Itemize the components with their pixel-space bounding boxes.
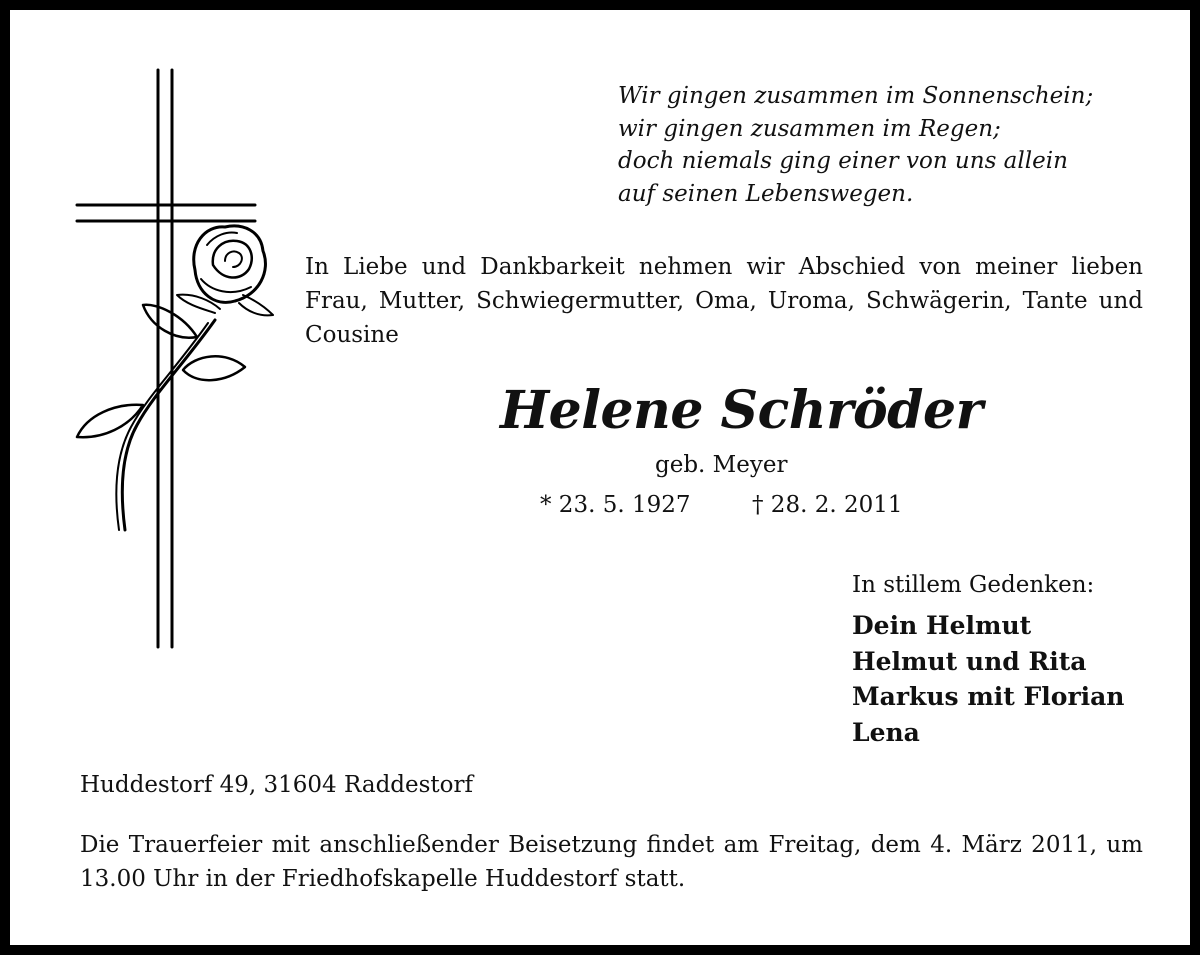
mourner-name: Helmut und Rita xyxy=(852,646,1087,676)
birth-date: * 23. 5. 1927 xyxy=(540,492,691,518)
mourner-name: Lena xyxy=(852,717,920,747)
death-date: † 28. 2. 2011 xyxy=(752,492,903,518)
poem xyxy=(618,80,1093,210)
address: Huddestorf 49, 31604 Raddestorf xyxy=(80,772,474,798)
poem-line: Wir gingen zusammen im Sonnenschein; xyxy=(618,83,1094,109)
mourners-list xyxy=(852,608,1125,750)
poem-line: wir gingen zusammen im Regen; xyxy=(618,115,1001,142)
poem-line: auf seinen Lebenswegen. xyxy=(618,180,914,207)
deceased-name: Helene Schröder xyxy=(500,380,983,441)
funeral-notice: Die Trauerfeier mit anschließender Beisetzung findet am Freitag, dem 4. März 2011, um 13.00 Uhr in der Friedhofskapelle Huddestorf statt. xyxy=(80,832,1143,892)
cross-with-rose-icon xyxy=(65,65,285,655)
farewell-intro: In Liebe und Dankbarkeit nehmen wir Abschied von meiner lieben Frau, Mutter, Schwiegermutter, Oma, Uroma, Schwägerin, Tante und Cousine xyxy=(305,254,1143,348)
maiden-name: geb. Meyer xyxy=(655,452,788,478)
mourner-name: Markus mit Florian xyxy=(852,682,1125,711)
poem-line: doch niemals ging einer von uns allein xyxy=(618,148,1068,174)
mourners-label: In stillem Gedenken: xyxy=(852,572,1095,598)
mourner-name: Dein Helmut xyxy=(852,611,1032,640)
